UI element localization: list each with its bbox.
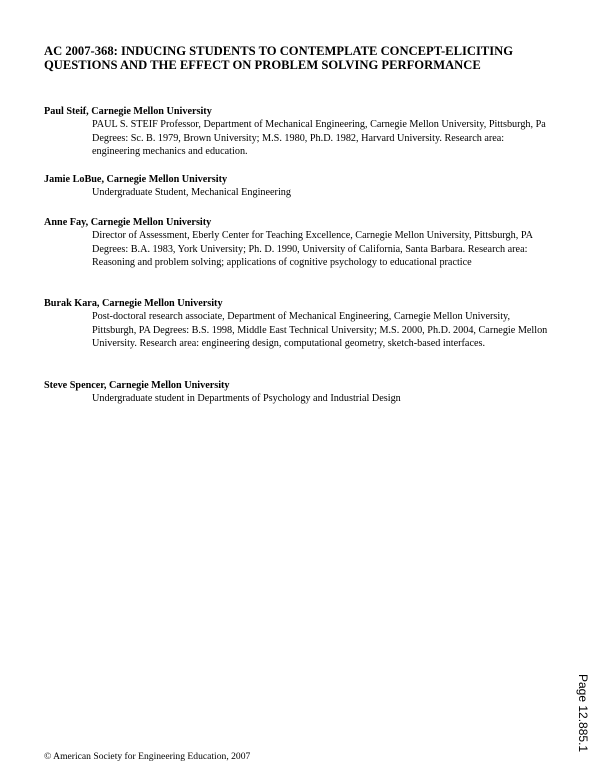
author-block-fay (44, 216, 554, 270)
author-bio: Undergraduate student in Departments of Psychology and Industrial Design (92, 393, 401, 404)
copyright-footer: © American Society for Engineering Education, 2007 (44, 751, 251, 762)
page-number-stamp: Page 12.885.1 (576, 674, 590, 753)
author-name: Burak Kara, Carnegie Mellon University (44, 298, 223, 309)
author-bio: Undergraduate Student, Mechanical Engineering (92, 187, 291, 198)
author-name: Steve Spencer, Carnegie Mellon University (44, 380, 230, 391)
author-bio: Post-doctoral research associate, Department of Mechanical Engineering, Carnegie Mellon University, Pittsburgh, PA Degrees: B.S. 1998, Middle East Technical University; M.S. 2000, Ph.D. 2004, Carnegie Mellon University. Research area: engineering design, computational geometry, sketch-based interfaces. (92, 311, 548, 350)
author-block-spencer (44, 379, 554, 406)
author-name: Paul Steif, Carnegie Mellon University (44, 106, 212, 117)
author-block-lobue (44, 173, 554, 200)
paper-title: AC 2007-368: INDUCING STUDENTS TO CONTEMPLATE CONCEPT-ELICITING QUESTIONS AND THE EFFECT ON PROBLEM SOLVING PERFORMANCE (44, 44, 514, 72)
author-bio: PAUL S. STEIF Professor, Department of Mechanical Engineering, Carnegie Mellon University, Pittsburgh, Pa Degrees: Sc. B. 1979, Brown University; M.S. 1980, Ph.D. 1982, Harvard University. Research area: engineering mechanics and education. (92, 119, 546, 158)
author-bio: Director of Assessment, Eberly Center for Teaching Excellence, Carnegie Mellon University, Pittsburgh, PA Degrees: B.A. 1983, York University; Ph. D. 1990, University of California, Santa Barbara. Research area: Reasoning and problem solving; applications of cognitive psychology to educational practice (92, 230, 533, 269)
author-name: Jamie LoBue, Carnegie Mellon University (44, 174, 228, 185)
author-block-kara (44, 297, 554, 351)
author-name: Anne Fay, Carnegie Mellon University (44, 217, 212, 228)
author-block-steif (44, 105, 554, 159)
